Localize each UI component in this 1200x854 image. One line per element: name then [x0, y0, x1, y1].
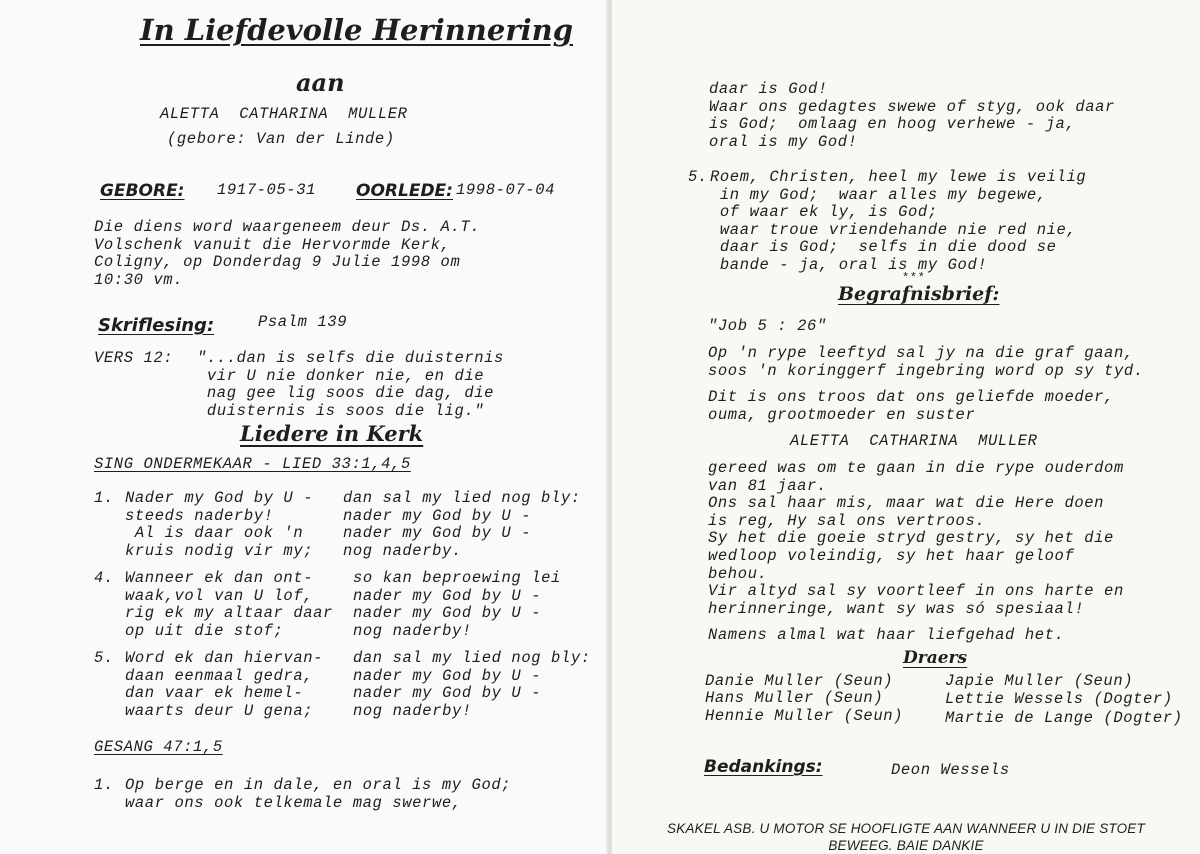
v5-right: dan sal my lied nog bly: nader my God by U - nader my God by U - nog naderby!: [353, 649, 591, 720]
bearers-heading: Draers: [903, 648, 968, 668]
song1-title: SING ONDERMEKAAR - LIED 33:1,4,5: [94, 455, 411, 473]
born-label: GEBORE:: [100, 181, 185, 201]
g1-number: 1.: [94, 776, 114, 794]
obituary-body: gereed was om te gaan in die rype ouderdom van 81 jaar. Ons sal haar mis, maar wat die Here doen is reg, Hy sal ons vertroos. Sy het die goeie stryd gestry, sy het die wedloop voleindig, sy het haar geloof behou. Vir altyd sal sy voortleef in ons harte en herinneringe, want sy was só spesiaal!: [708, 459, 1124, 618]
song2-title: GESANG 47:1,5: [94, 738, 223, 756]
g5-text: Roem, Christen, heel my lewe is veilig in my God; waar alles my begewe, of waar ek ly, is God; waar troue vriendehande nie red nie, daar is God; selfs in die dood se bande - ja, oral is my God!: [710, 168, 1087, 274]
stars: ***: [902, 271, 926, 285]
hymn-continuation: daar is God! Waar ons gedagtes swewe of styg, ook daar is God; omlaag en hoog verhewe - ja, oral is my God!: [709, 80, 1115, 151]
deceased-name-2: ALETTA CATHARINA MULLER: [790, 432, 1038, 450]
bearer-right-1: Japie Muller (Seun): [945, 672, 1134, 690]
reading-reference: Psalm 139: [258, 313, 348, 331]
v5-left: Word ek dan hiervan- daan eenmaal gedra, dan vaar ek hemel- waarts deur U gena;: [125, 649, 324, 720]
deceased-name: ALETTA CATHARINA MULLER: [160, 105, 408, 123]
bearer-left-1: Danie Muller (Seun): [705, 672, 894, 690]
v1-number: 1.: [94, 489, 114, 507]
comfort-text: Dit is ons troos dat ons geliefde moeder, ouma, grootmoeder en suster: [708, 388, 1114, 424]
v4-left: Wanneer ek dan ont- waak,vol van U lof, rig ek my altaar daar op uit die stof;: [125, 569, 333, 640]
maiden-name: (gebore: Van der Linde): [167, 130, 395, 148]
bearer-right-3: Martie de Lange (Dogter): [945, 709, 1183, 727]
right-page: [612, 0, 1200, 854]
g5-number: 5.: [688, 168, 708, 186]
procession-notice: SKAKEL ASB. U MOTOR SE HOOFLIGTE AAN WANNEER U IN DIE STOET BEWEEG. BAIE DANKIE: [667, 821, 1145, 853]
verse-label: VERS 12:: [94, 349, 174, 367]
verse-text: "...dan is selfs die duisternis vir U nie donker nie, en die nag gee lig soos die dag, die duisternis is soos die lig.": [197, 349, 504, 420]
letter-heading: Begrafnisbrief:: [838, 283, 1000, 305]
g1-text: Op berge en in dale, en oral is my God; waar ons ook telkemale mag swerwe,: [125, 776, 512, 812]
bearer-right-2: Lettie Wessels (Dogter): [945, 690, 1173, 708]
service-details: Die diens word waargeneem deur Ds. A.T. Volschenk vanuit die Hervormde Kerk, Coligny, op Donderdag 9 Julie 1998 om 10:30 vm.: [94, 218, 481, 289]
born-date: 1917-05-31: [217, 181, 317, 199]
job-reference: "Job 5 : 26": [708, 317, 827, 335]
hymns-heading: Liedere in Kerk: [240, 421, 424, 446]
v4-right: so kan beproewing lei nader my God by U - nader my God by U - nog naderby!: [353, 569, 561, 640]
v5-number: 5.: [94, 649, 114, 667]
thanks-label: Bedankings:: [704, 757, 823, 777]
died-date: 1998-07-04: [456, 181, 556, 199]
page-title: In Liefdevolle Herinnering: [140, 13, 574, 47]
thanks-name: Deon Wessels: [891, 761, 1010, 779]
aan-heading: aan: [296, 68, 345, 97]
died-label: OORLEDE:: [356, 181, 453, 201]
bearer-left-2: Hans Muller (Seun): [705, 689, 884, 707]
bearer-left-3: Hennie Muller (Seun): [705, 707, 904, 725]
v4-number: 4.: [94, 569, 114, 587]
loved-by: Namens almal wat haar liefgehad het.: [708, 626, 1065, 644]
job-text: Op 'n rype leeftyd sal jy na die graf gaan, soos 'n koringgerf ingebring word op sy tyd.: [708, 344, 1144, 380]
reading-label: Skriflesing:: [98, 315, 215, 336]
v1-left: Nader my God by U - steeds naderby! Al is daar ook 'n kruis nodig vir my;: [125, 489, 314, 560]
v1-right: dan sal my lied nog bly: nader my God by U - nader my God by U - nog naderby.: [343, 489, 581, 560]
